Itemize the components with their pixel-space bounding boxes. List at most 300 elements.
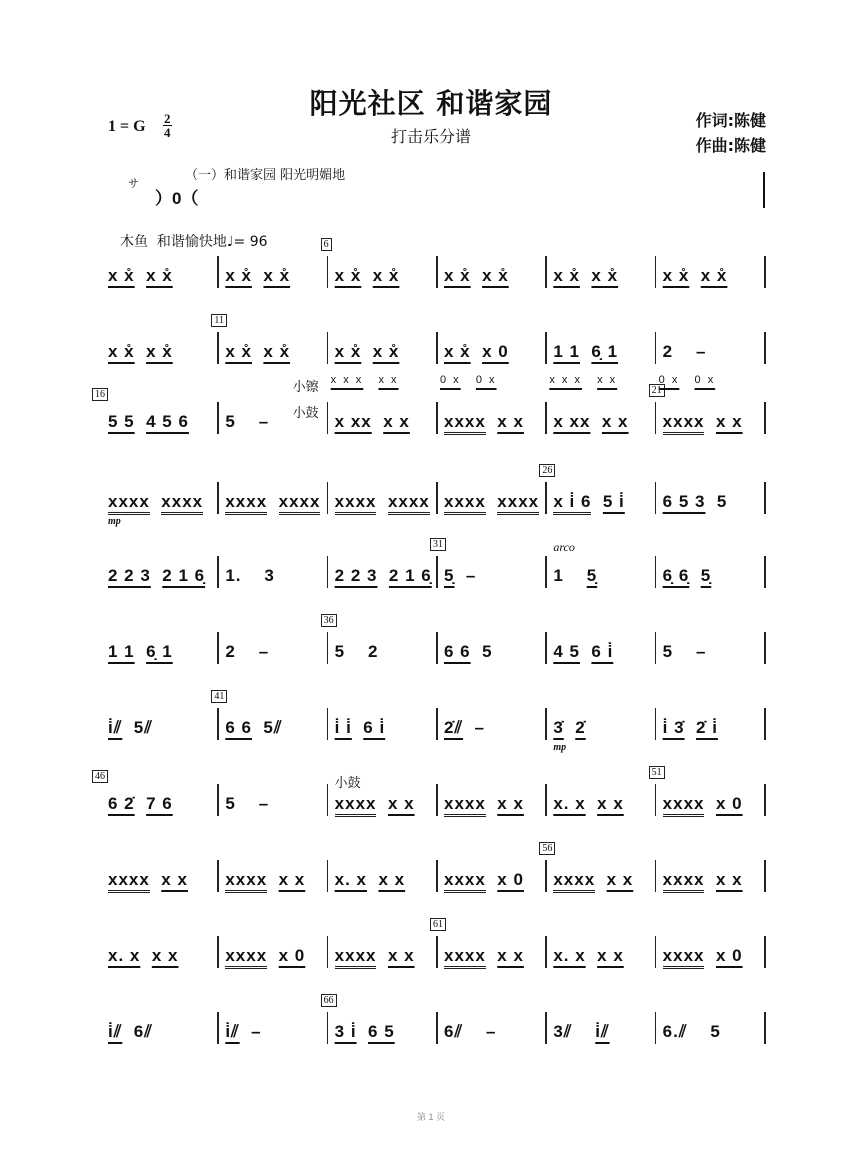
measure-notes	[108, 946, 178, 966]
note-group: x 0	[497, 870, 524, 889]
score-system	[108, 315, 764, 368]
key-signature: 1 = G	[108, 118, 146, 135]
note-group: x x	[161, 870, 188, 889]
note-group: 2̇⫽	[444, 718, 464, 737]
measure-number: 41	[211, 690, 227, 703]
measure-notes	[553, 870, 633, 890]
measure	[108, 628, 217, 668]
barline	[655, 482, 657, 514]
note-group: xxxx	[335, 492, 377, 515]
note-group: xxxx	[663, 870, 705, 893]
measure-notes	[663, 1022, 721, 1042]
note-group: x x̊	[225, 266, 252, 285]
note-group: 6 2̇	[108, 794, 135, 813]
measure-number: 21	[649, 384, 665, 397]
barline	[764, 936, 766, 968]
measure-notes	[663, 266, 728, 286]
barline	[327, 784, 329, 816]
barline	[327, 1012, 329, 1044]
note-group: x x̊	[108, 266, 135, 285]
note-group: xxxx	[225, 870, 267, 893]
barline	[217, 256, 219, 288]
measure	[217, 478, 326, 518]
note-group: 5̣	[700, 566, 712, 585]
measure-notes	[225, 266, 290, 286]
barline	[655, 1012, 657, 1044]
note-group: –	[465, 566, 477, 585]
measure	[217, 628, 326, 668]
note-group: 6 i̇	[591, 642, 614, 661]
measure	[545, 780, 654, 820]
barline	[436, 556, 438, 588]
barline	[436, 256, 438, 288]
measure	[327, 704, 436, 744]
note-group: x 0	[715, 794, 743, 813]
note-group: 6 6	[225, 718, 252, 737]
note-group: x x x	[330, 374, 364, 386]
measure-notes	[108, 412, 189, 432]
measure-notes	[335, 946, 415, 966]
measure-number: 46	[92, 770, 108, 783]
note-group: –	[696, 342, 707, 361]
measure-notes	[444, 870, 524, 890]
note-group: 6̣ 1	[591, 342, 619, 361]
measure	[217, 328, 326, 368]
instrument-label-snare: 小鼓	[334, 776, 361, 791]
note-group: 7 6	[146, 794, 173, 813]
measure	[327, 252, 436, 292]
measure	[655, 398, 764, 438]
measure-notes	[444, 266, 509, 286]
credits	[696, 108, 766, 158]
measure-notes	[225, 642, 269, 662]
barline	[655, 402, 657, 434]
measure	[108, 252, 217, 292]
measure	[436, 932, 545, 972]
measure	[327, 628, 436, 668]
measure	[108, 932, 217, 972]
barline	[655, 632, 657, 664]
note-group: x x	[597, 794, 624, 813]
note-group: x x̊	[444, 266, 471, 285]
measure-notes	[108, 642, 173, 662]
note-group: x x̊	[591, 266, 619, 285]
note-group: x xx	[553, 412, 591, 431]
barline	[217, 860, 219, 892]
note-group: x x̊	[700, 266, 728, 285]
measure-notes	[335, 870, 405, 890]
note-group: 3⫽	[553, 1022, 573, 1041]
measure-notes	[553, 566, 597, 586]
measure-notes	[553, 412, 628, 432]
note-group: 6.⫽	[662, 1022, 688, 1041]
measure	[436, 628, 545, 668]
measure	[436, 328, 545, 368]
note-group: x x	[497, 412, 524, 431]
barline	[217, 482, 219, 514]
measure	[545, 252, 654, 292]
measure-notes	[663, 642, 707, 662]
measure-notes	[108, 794, 173, 814]
note-group: x x̊	[263, 342, 291, 361]
barline	[545, 1012, 547, 1044]
measure-number: 51	[649, 766, 665, 779]
note-group: i̇⫽	[225, 1022, 240, 1041]
note-group: 1	[553, 566, 564, 585]
measure	[545, 704, 654, 744]
note-group: xxxx	[388, 492, 430, 515]
note-group: –	[485, 1022, 497, 1041]
measure-notes	[335, 342, 400, 362]
note-group: 2	[225, 642, 236, 661]
note-group: xxxx	[335, 794, 377, 817]
score-system	[108, 843, 764, 896]
note-group: x. x	[553, 794, 586, 813]
barline	[545, 632, 547, 664]
measure	[327, 398, 436, 438]
barline	[545, 256, 547, 288]
note-group: 5	[662, 642, 674, 661]
note-group: 0 x	[658, 374, 680, 386]
page-footer: 第 1 页	[416, 1112, 445, 1122]
measure-notes	[553, 342, 618, 362]
measure	[436, 780, 545, 820]
barline	[217, 556, 219, 588]
measure-notes	[553, 946, 623, 966]
measure	[108, 398, 217, 438]
measure	[545, 398, 654, 438]
measure	[108, 780, 217, 820]
dynamic-marking: mp	[108, 516, 121, 527]
measure-notes	[444, 642, 493, 662]
note-group: x x̊	[146, 342, 173, 361]
score-system	[95, 767, 764, 820]
note-group: 5̣	[444, 566, 455, 585]
note-group: x x	[601, 412, 629, 431]
note-group: x x̊	[444, 342, 471, 361]
note-group: xxxx	[444, 870, 486, 893]
measure	[655, 780, 764, 820]
measure	[436, 552, 545, 592]
note-group: 5	[225, 412, 236, 431]
barline	[764, 482, 766, 514]
measure-notes	[553, 1022, 609, 1042]
note-group: x x	[383, 412, 410, 431]
note-group: x x̊	[372, 342, 400, 361]
measure-notes	[225, 870, 305, 890]
measure-notes	[108, 566, 205, 586]
note-group: xxxx	[444, 794, 486, 817]
time-denominator: 4	[164, 125, 171, 140]
note-group: 3	[264, 566, 275, 585]
measure-notes	[335, 794, 415, 814]
cymbal-notes	[331, 374, 399, 386]
note-group: xxxx	[335, 946, 377, 969]
measure-notes	[663, 870, 743, 890]
measure-notes	[108, 718, 153, 738]
barline	[217, 936, 219, 968]
barline	[327, 860, 329, 892]
measure-number: 36	[321, 614, 337, 627]
measure-notes	[108, 492, 203, 512]
expression-label: 和谐愉快地	[156, 234, 227, 250]
measure-notes	[663, 794, 743, 814]
note-group: x 0	[482, 342, 509, 361]
note-group: –	[251, 1022, 262, 1041]
bpm-label: ♩= 96	[226, 234, 268, 250]
note-group: x x	[387, 946, 415, 965]
measure	[545, 1008, 654, 1048]
measure	[108, 856, 217, 896]
note-group: 6 5 3	[662, 492, 706, 511]
note-group: x 0	[715, 946, 743, 965]
barline	[327, 632, 329, 664]
note-group: 3̇	[553, 718, 564, 737]
note-group: 5	[334, 642, 346, 661]
measure-number: 26	[539, 464, 555, 477]
barline	[436, 708, 438, 740]
measure	[655, 1008, 764, 1048]
note-group: x xx	[334, 412, 372, 431]
barline	[436, 936, 438, 968]
barline	[327, 332, 329, 364]
barline	[655, 784, 657, 816]
measure	[436, 478, 545, 518]
barline	[327, 556, 329, 588]
measure-number: 66	[321, 994, 337, 1007]
note-group: 2	[368, 642, 379, 661]
measure-notes	[553, 642, 613, 662]
score-system	[108, 691, 764, 753]
note-group: 6̣ 6̣	[662, 566, 690, 585]
note-group: x x̊	[482, 266, 509, 285]
note-group: x x	[715, 412, 743, 431]
barline	[655, 708, 657, 740]
barline	[655, 936, 657, 968]
measure-notes	[553, 718, 585, 738]
measure-notes	[553, 794, 623, 814]
articulation-marking: arco	[553, 540, 575, 554]
score-subtitle: 打击乐分谱	[390, 127, 471, 146]
measure-notes	[663, 946, 743, 966]
note-group: x x	[606, 870, 634, 889]
barline	[436, 482, 438, 514]
note-group: 5 5	[108, 412, 135, 431]
measure	[217, 552, 326, 592]
note-group: 0 x	[694, 374, 716, 386]
barline	[545, 860, 547, 892]
note-group: –	[258, 642, 270, 661]
measure-number: 56	[539, 842, 555, 855]
note-group: 2̇ i̇	[696, 718, 718, 737]
barline	[217, 402, 219, 434]
note-group: 2 2 3	[108, 566, 151, 585]
measure-notes	[335, 412, 410, 432]
measure	[545, 932, 654, 972]
barline	[545, 784, 547, 816]
barline	[327, 936, 329, 968]
measure	[327, 856, 436, 896]
note-group: 5̣	[586, 566, 598, 585]
note-group: 0 x	[475, 374, 497, 386]
measure-notes	[444, 794, 524, 814]
note-group: i̇⫽	[595, 1022, 610, 1041]
measure	[655, 552, 764, 592]
barline	[764, 708, 766, 740]
measure-notes	[108, 870, 188, 890]
measure-notes	[225, 492, 320, 512]
free-tempo-mark: サ	[128, 178, 139, 190]
note-group: –	[258, 794, 270, 813]
note-group: 6 5	[368, 1022, 395, 1041]
note-group: 2 2 3	[334, 566, 378, 585]
note-group: 5 i̇	[602, 492, 625, 511]
measure-notes	[225, 1022, 261, 1042]
measure-notes	[444, 412, 524, 432]
score-system	[108, 919, 764, 972]
note-group: i̇⫽	[108, 1022, 123, 1041]
score-system	[108, 465, 764, 527]
note-group: x x̊	[334, 342, 362, 361]
measure	[217, 856, 326, 896]
barline	[436, 860, 438, 892]
barline	[764, 1012, 766, 1044]
measure	[436, 1008, 545, 1048]
note-group: xxxx	[444, 492, 486, 515]
measure	[108, 552, 217, 592]
lyricist: 作词:陈健	[695, 111, 766, 130]
note-group: x x	[715, 870, 743, 889]
note-group: 6⫽	[133, 1022, 153, 1041]
barline	[436, 402, 438, 434]
note-group: 2̇	[575, 718, 586, 737]
measure	[436, 704, 545, 744]
note-group: 2	[662, 342, 674, 361]
measure	[327, 552, 436, 592]
note-group: –	[258, 412, 270, 431]
barline	[763, 172, 765, 208]
note-group: 6 6	[444, 642, 471, 661]
barline	[764, 402, 766, 434]
measure	[217, 932, 326, 972]
measure-notes	[444, 718, 485, 738]
barline	[327, 708, 329, 740]
note-group: i̇ 3̇	[662, 718, 685, 737]
barline	[436, 784, 438, 816]
barline	[764, 860, 766, 892]
score-system	[108, 995, 764, 1048]
measure	[655, 478, 764, 518]
note-group: xxxx	[553, 870, 595, 893]
measure-notes	[335, 566, 432, 586]
measure-notes	[225, 946, 305, 966]
instrument-label-cymbal: 小镲	[292, 380, 319, 395]
note-group: xxxx	[225, 492, 267, 515]
measure-notes	[335, 492, 430, 512]
note-group: 1 1	[108, 642, 135, 661]
measure	[217, 704, 326, 744]
measure	[217, 1008, 326, 1048]
note-group: 1 1	[553, 342, 580, 361]
measure-notes	[225, 566, 275, 586]
note-group: xxxx	[444, 946, 486, 969]
barline	[436, 1012, 438, 1044]
note-group: x x̊	[225, 342, 252, 361]
measure	[436, 398, 545, 438]
note-group: xxxx	[663, 946, 705, 969]
note-group: x x	[151, 946, 179, 965]
measure-notes	[663, 342, 707, 362]
note-group: x x̊	[372, 266, 400, 285]
barline	[217, 332, 219, 364]
measure-notes	[663, 566, 712, 586]
note-group: xxxx	[108, 492, 150, 515]
barline	[655, 860, 657, 892]
note-group: xxxx	[225, 946, 267, 969]
barline	[327, 402, 329, 434]
measure-notes	[108, 1022, 153, 1042]
barline	[436, 632, 438, 664]
note-group: 5	[716, 492, 728, 511]
barline	[217, 708, 219, 740]
section-label: （一）和谐家园 阳光明媚地	[185, 168, 346, 183]
note-group: 5⫽	[263, 718, 283, 737]
measure-notes	[335, 266, 400, 286]
measure-notes	[444, 342, 509, 362]
measure-notes	[335, 718, 386, 738]
measure	[217, 780, 326, 820]
note-group: 4 5 6	[146, 412, 189, 431]
note-group: 5	[225, 794, 236, 813]
measure-notes	[444, 1022, 496, 1042]
measure-number: 6	[321, 238, 332, 251]
measure-notes	[225, 718, 282, 738]
measure-notes	[225, 412, 269, 432]
note-group: xxxx	[108, 870, 150, 893]
note-group: i̇⫽	[108, 718, 123, 737]
barline	[764, 332, 766, 364]
note-group: xxxx	[444, 412, 486, 435]
time-signature	[163, 112, 172, 139]
note-group: 6̣ 1	[146, 642, 173, 661]
measure	[655, 932, 764, 972]
measure-notes	[553, 266, 618, 286]
note-group: x x x	[549, 374, 582, 386]
measure	[327, 1008, 436, 1048]
score-title: 阳光社区 和谐家园	[309, 87, 553, 120]
composer: 作曲:陈健	[695, 136, 766, 155]
measure-notes	[335, 1022, 395, 1042]
measure	[108, 704, 217, 744]
note-group: x 0	[278, 946, 306, 965]
measure	[545, 552, 654, 592]
measure	[655, 856, 764, 896]
barline	[545, 482, 547, 514]
note-group: x. x	[334, 870, 368, 889]
cymbal-notes	[440, 374, 497, 386]
measure	[327, 328, 436, 368]
measure-number: 16	[92, 388, 108, 401]
barline	[217, 784, 219, 816]
note-group: x x̊	[263, 266, 291, 285]
measure-notes	[108, 342, 173, 362]
measure-notes	[225, 794, 269, 814]
measure-number: 61	[430, 918, 446, 931]
measure-notes	[663, 718, 718, 738]
measure	[217, 252, 326, 292]
barline	[545, 556, 547, 588]
measure	[108, 1008, 217, 1048]
